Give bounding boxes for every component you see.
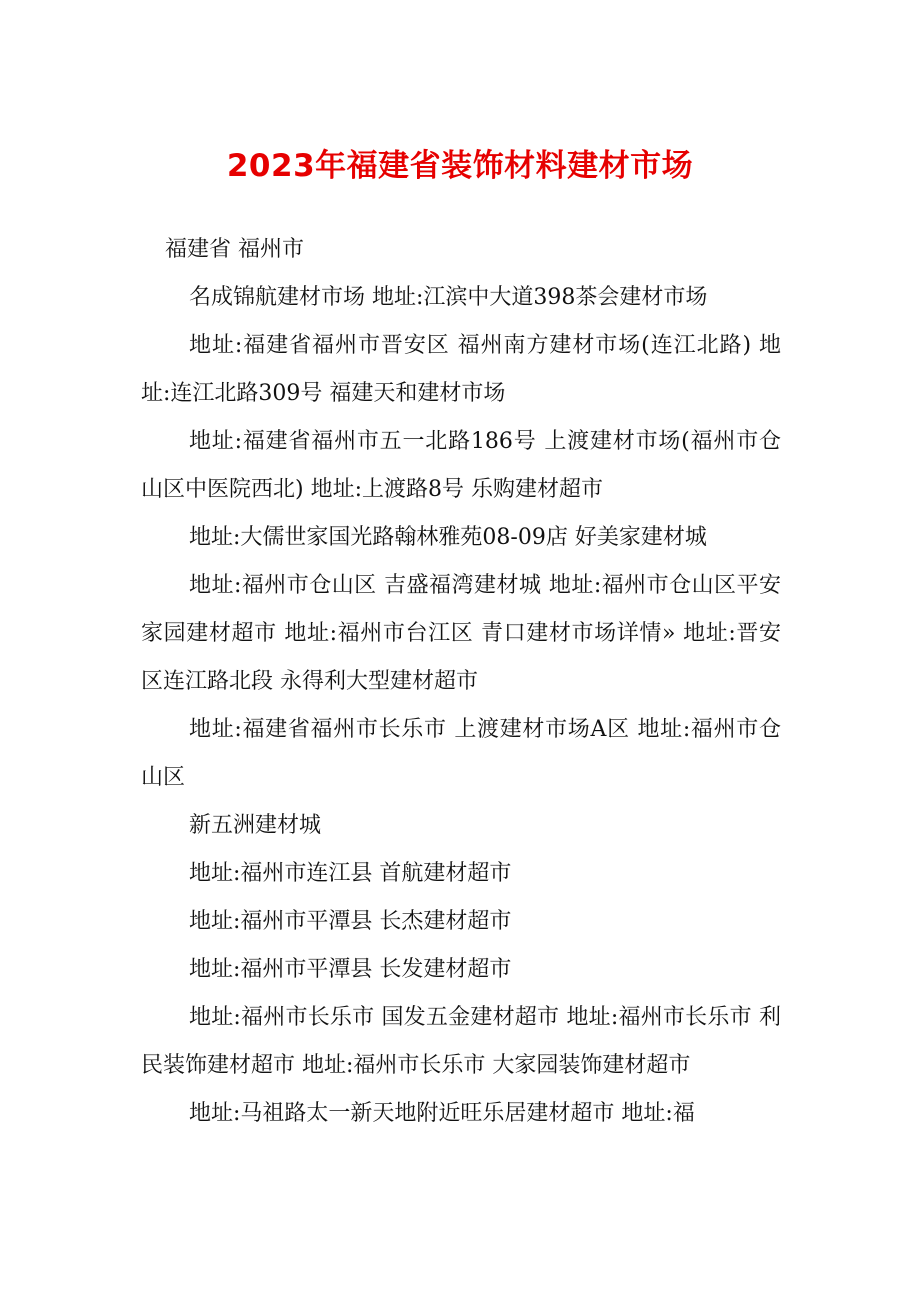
paragraph: 地址:福州市平潭县 长发建材超市 [189,957,512,982]
paragraph: 地址:大儒世家国光路翰林雅苑08-09店 好美家建材城 [189,525,707,550]
paragraph: 地址:福州市连江县 首航建材超市 [189,861,512,886]
document-title: 2023年福建省装饰材料建材市场 [226,148,694,184]
paragraph: 地址:福州市仓山区 吉盛福湾建材城 地址:福州市仓山区平安家园建材超市 地址:福州市台江区 青口建材市场详情» 地址:晋安区连江路北段 永得利大型建材超市 [141,573,781,694]
paragraph: 地址:福建省福州市晋安区 福州南方建材市场(连江北路) 地址:连江北路309号 福建天和建材市场 [141,333,781,406]
paragraph: 地址:马祖路太一新天地附近旺乐居建材超市 地址:福 [189,1101,695,1126]
paragraph: 新五洲建材城 [189,813,322,838]
paragraph-region: 福建省 福州市 [165,237,304,262]
paragraph: 名成锦航建材市场 地址:江滨中大道398茶会建材市场 [189,285,708,310]
paragraph: 地址:福建省福州市长乐市 上渡建材市场A区 地址:福州市仓山区 [141,717,781,790]
document-body [141,226,781,1138]
paragraph: 地址:福州市长乐市 国发五金建材超市 地址:福州市长乐市 利民装饰建材超市 地址:福州市长乐市 大家园装饰建材超市 [141,1005,781,1078]
paragraph: 地址:福州市平潭县 长杰建材超市 [189,909,512,934]
paragraph: 地址:福建省福州市五一北路186号 上渡建材市场(福州市仓山区中医院西北) 地址:上渡路8号 乐购建材超市 [141,429,781,502]
